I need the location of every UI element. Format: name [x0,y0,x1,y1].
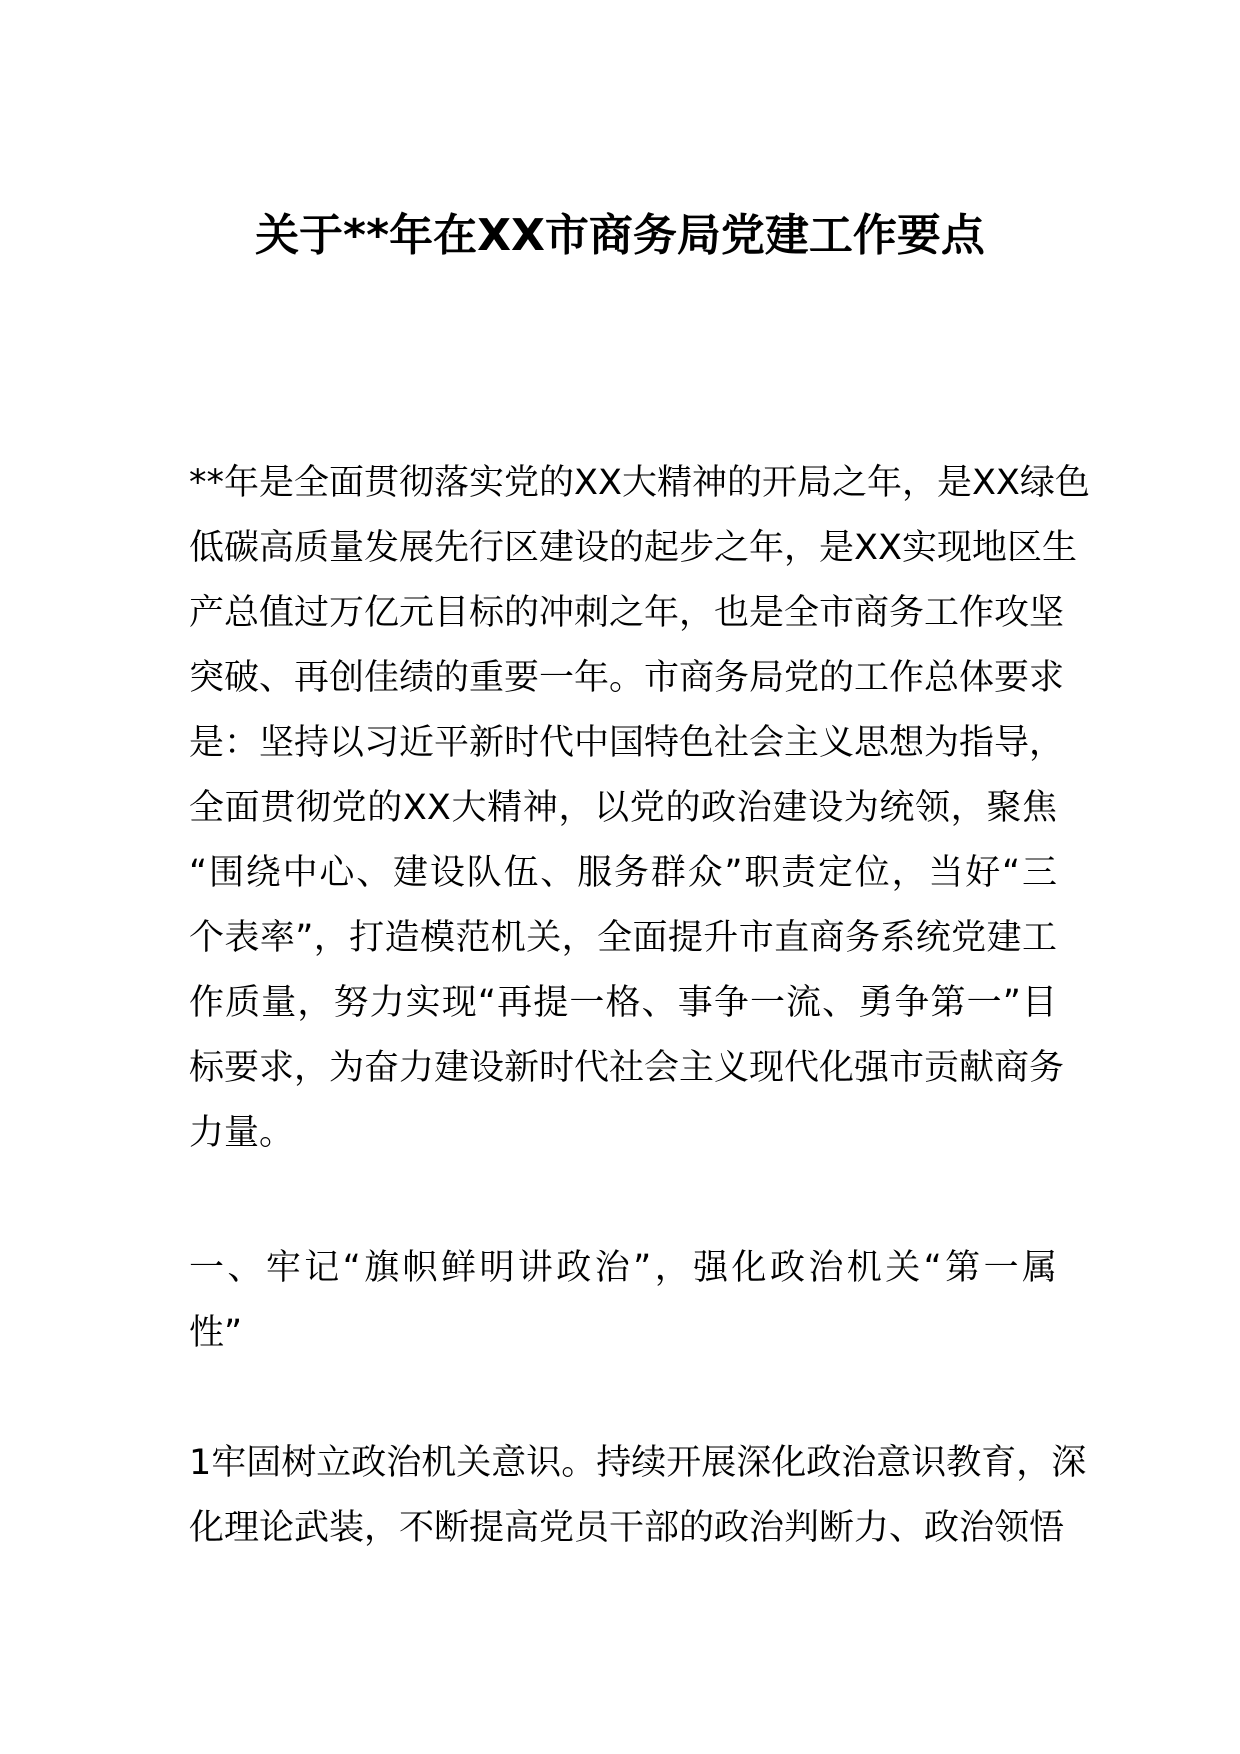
paragraph-line: 个表率”，打造模范机关，全面提升市直商务系统党建工 [189,918,1057,958]
paragraph-line: 化理论武装，不断提高党员干部的政治判断力、政治领悟 [189,1508,1065,1548]
paragraph-line: 作质量，努力实现“再提一格、事争一流、勇争第一”目 [189,983,1057,1023]
paragraph-line: 产总值过万亿元目标的冲刺之年，也是全市商务工作攻坚 [189,593,1065,633]
paragraph-line: 低碳高质量发展先行区建设的起步之年，是XX实现地区生 [189,528,1077,568]
paragraph-line: 全面贯彻党的XX大精神，以党的政治建设为统领，聚焦 [189,788,1057,828]
paragraph-line: 突破、再创佳绩的重要一年。市商务局党的工作总体要求 [189,658,1065,698]
paragraph-line: 是：坚持以习近平新时代中国特色社会主义思想为指导， [189,723,1065,763]
paragraph-line: **年是全面贯彻落实党的XX大精神的开局之年，是XX绿色 [189,463,1090,503]
paragraph-line: 标要求，为奋力建设新时代社会主义现代化强市贡献商务 [189,1048,1065,1088]
document-title: 关于**年在XX市商务局党建工作要点 [255,210,985,261]
paragraph-line: 力量。 [189,1113,295,1153]
paragraph-line: “围绕中心、建设队伍、服务群众”职责定位，当好“三 [189,853,1057,893]
heading-line: 一、牢记“旗帜鲜明讲政治”，强化政治机关“第一属 [189,1248,1057,1288]
heading-line: 性” [189,1313,243,1353]
paragraph-line: 1牢固树立政治机关意识。持续开展深化政治意识教育，深 [189,1443,1087,1483]
